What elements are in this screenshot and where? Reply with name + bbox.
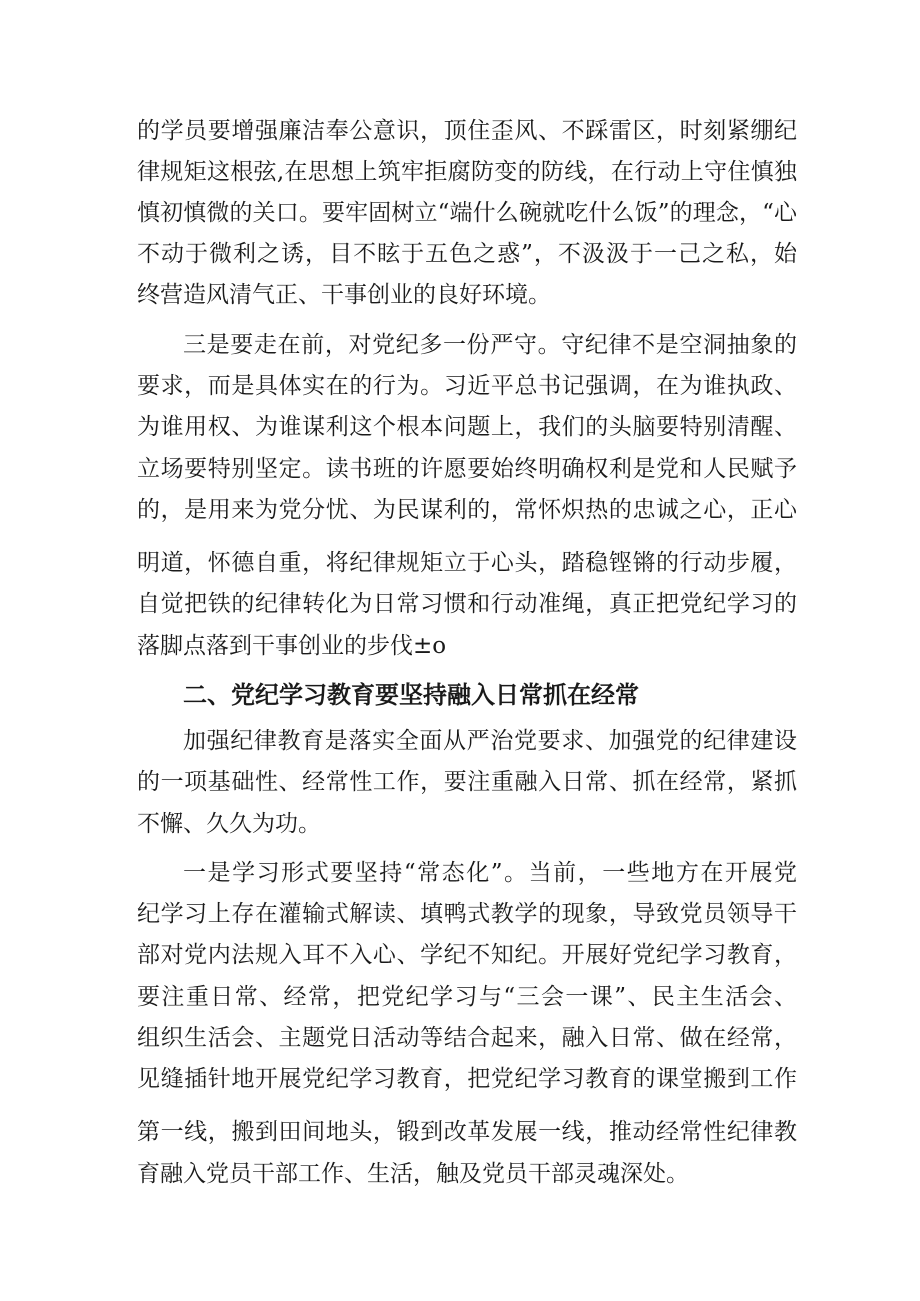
paragraph-2-line-6: 明道，怀德自重，将纪律规矩立于心头，踏稳铿锵的行动步履，: [137, 550, 797, 576]
paragraph-2-line-3: 为谁用权、为谁谋利这个根本问题上，我们的头脑要特别清醒、: [137, 414, 797, 440]
paragraph-3-line-2: 的一项基础性、经常性工作，要注重融入日常、抓在经常，紧抓: [137, 769, 797, 795]
paragraph-2-line-8: 落脚点落到干事创业的步伐±o: [137, 633, 447, 659]
paragraph-4-line-7: 第一线，搬到田间地头，锻到改革发展一线，推动经常性纪律教: [137, 1119, 797, 1145]
paragraph-2-line-7: 自觉把铁的纪律转化为日常习惯和行动准绳，真正把党纪学习的: [137, 591, 797, 617]
paragraph-1-line-5: 终营造风清气正、干事创业的良好环境。: [137, 282, 551, 308]
section-heading: 二、党纪学习教育要坚持融入日常抓在经常: [183, 681, 639, 709]
paragraph-1-line-4: 不动于微利之诱，目不眩于五色之惑”，不汲汲于一己之私，始: [137, 241, 797, 267]
paragraph-4-line-6: 见缝插针地开展党纪学习教育，把党纪学习教育的课堂搬到工作: [137, 1066, 797, 1092]
paragraph-1-line-2: 律规矩这根弦,在思想上筑牢拒腐防变的防线，在行动上守住慎独: [137, 159, 797, 185]
paragraph-2-line-4: 立场要特别坚定。读书班的许愿要始终明确权利是党和人民赋予: [137, 456, 797, 482]
paragraph-4-line-8: 育融入党员干部工作、生活，触及党员干部灵魂深处。: [137, 1161, 689, 1187]
paragraph-4-line-3: 部对党内法规入耳不入心、学纪不知纪。开展好党纪学习教育，: [137, 942, 797, 968]
paragraph-2-line-5: 的，是用来为党分忧、为民谋利的，常怀炽热的忠诚之心，正心: [137, 497, 797, 523]
paragraph-1-line-3: 慎初慎微的关口。要牢固树立“端什么碗就吃什么饭”的理念，“心: [137, 200, 797, 226]
paragraph-4-line-5: 组织生活会、主题党日活动等结合起来，融入日常、做在经常，: [137, 1025, 797, 1051]
paragraph-3-line-3: 不懈、久久为功。: [137, 811, 321, 837]
paragraph-3-line-1: 加强纪律教育是落实全面从严治党要求、加强党的纪律建设: [183, 728, 797, 754]
paragraph-4-line-1: 一是学习形式要坚持“常态化”。当前，一些地方在开展党: [183, 860, 797, 886]
paragraph-2-line-1: 三是要走在前，对党纪多一份严守。守纪律不是空洞抽象的: [183, 332, 797, 358]
paragraph-2-line-2: 要求，而是具体实在的行为。习近平总书记强调，在为谁执政、: [137, 373, 797, 399]
paragraph-1-line-1: 的学员要增强廉洁奉公意识，顶住歪风、不踩雷区，时刻紧绷纪: [137, 118, 797, 144]
paragraph-4-line-4: 要注重日常、经常，把党纪学习与“三会一课”、民主生活会、: [137, 984, 797, 1010]
paragraph-4-line-2: 纪学习上存在灌输式解读、填鸭式教学的现象，导致党员领导干: [137, 901, 797, 927]
